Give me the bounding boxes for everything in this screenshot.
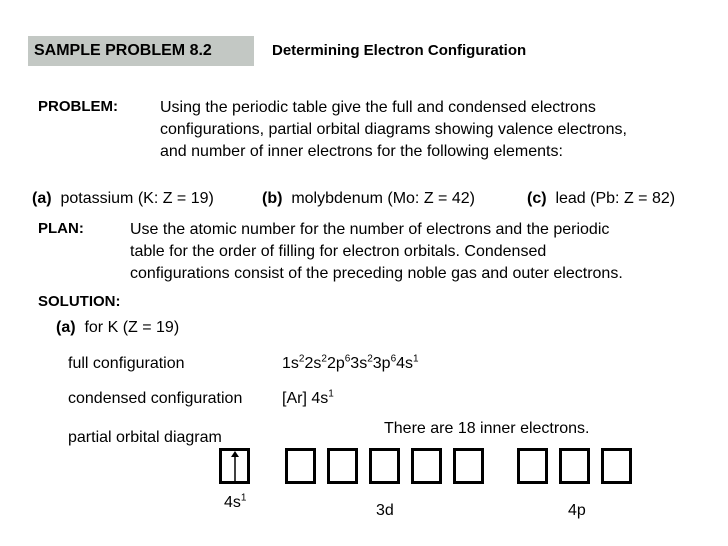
element-b (262, 188, 475, 210)
problem-title: Determining Electron Configuration (272, 42, 527, 59)
orbital-box-3d (285, 448, 316, 484)
orbital-box-3d (411, 448, 442, 484)
plan-line: Use the atomic number for the number of electrons and the periodic (130, 221, 610, 238)
element-a (32, 188, 214, 210)
condensed-config-value: [Ar] $4s^1$ (282, 388, 334, 407)
solution-label: SOLUTION: (38, 293, 121, 310)
orbital-box-4p (601, 448, 632, 484)
part-letter: (a) (56, 319, 76, 336)
problem-text (160, 97, 627, 163)
plan-text (130, 219, 623, 285)
orbital-box-3d (327, 448, 358, 484)
element-text: potassium (K: Z = 19) (60, 190, 214, 207)
element-text: molybdenum (Mo: Z = 42) (291, 190, 475, 207)
inner-electrons-note: There are 18 inner electrons. (384, 420, 590, 437)
condensed-config-label: condensed configuration (68, 390, 243, 407)
element-letter: (c) (527, 190, 547, 207)
problem-label: PROBLEM: (38, 98, 118, 115)
part-text: for K (Z = 19) (84, 319, 180, 336)
problem-line: and number of inner electrons for the following elements: (160, 143, 563, 160)
orbital-label-4s: $4s^1$ (224, 492, 247, 511)
full-config-value: $1s^22s^22p^63s^23p^64s^1$ (282, 353, 419, 372)
orbital-label-3d: 3d (376, 502, 394, 519)
solution-part-a (56, 317, 179, 339)
orbital-diagram-label: partial orbital diagram (68, 429, 222, 446)
sample-problem-banner: SAMPLE PROBLEM 8.2 (28, 36, 254, 66)
element-text: lead (Pb: Z = 82) (555, 190, 676, 207)
problem-line: Using the periodic table give the full and condensed electrons (160, 99, 596, 116)
orbital-box-4p (517, 448, 548, 484)
electron-up-arrow-icon (231, 451, 239, 482)
problem-line: configurations, partial orbital diagrams showing valence electrons, (160, 121, 627, 138)
orbital-label-4p: 4p (568, 502, 586, 519)
plan-line: table for the order of filling for electron orbitals. Condensed (130, 243, 547, 260)
element-c (527, 188, 675, 210)
plan-line: configurations consist of the preceding noble gas and outer electrons. (130, 265, 623, 282)
element-letter: (b) (262, 190, 283, 207)
orbital-box-4p (559, 448, 590, 484)
element-letter: (a) (32, 190, 52, 207)
orbital-box-3d (453, 448, 484, 484)
full-config-label: full configuration (68, 355, 185, 372)
plan-label: PLAN: (38, 220, 84, 237)
orbital-box-3d (369, 448, 400, 484)
